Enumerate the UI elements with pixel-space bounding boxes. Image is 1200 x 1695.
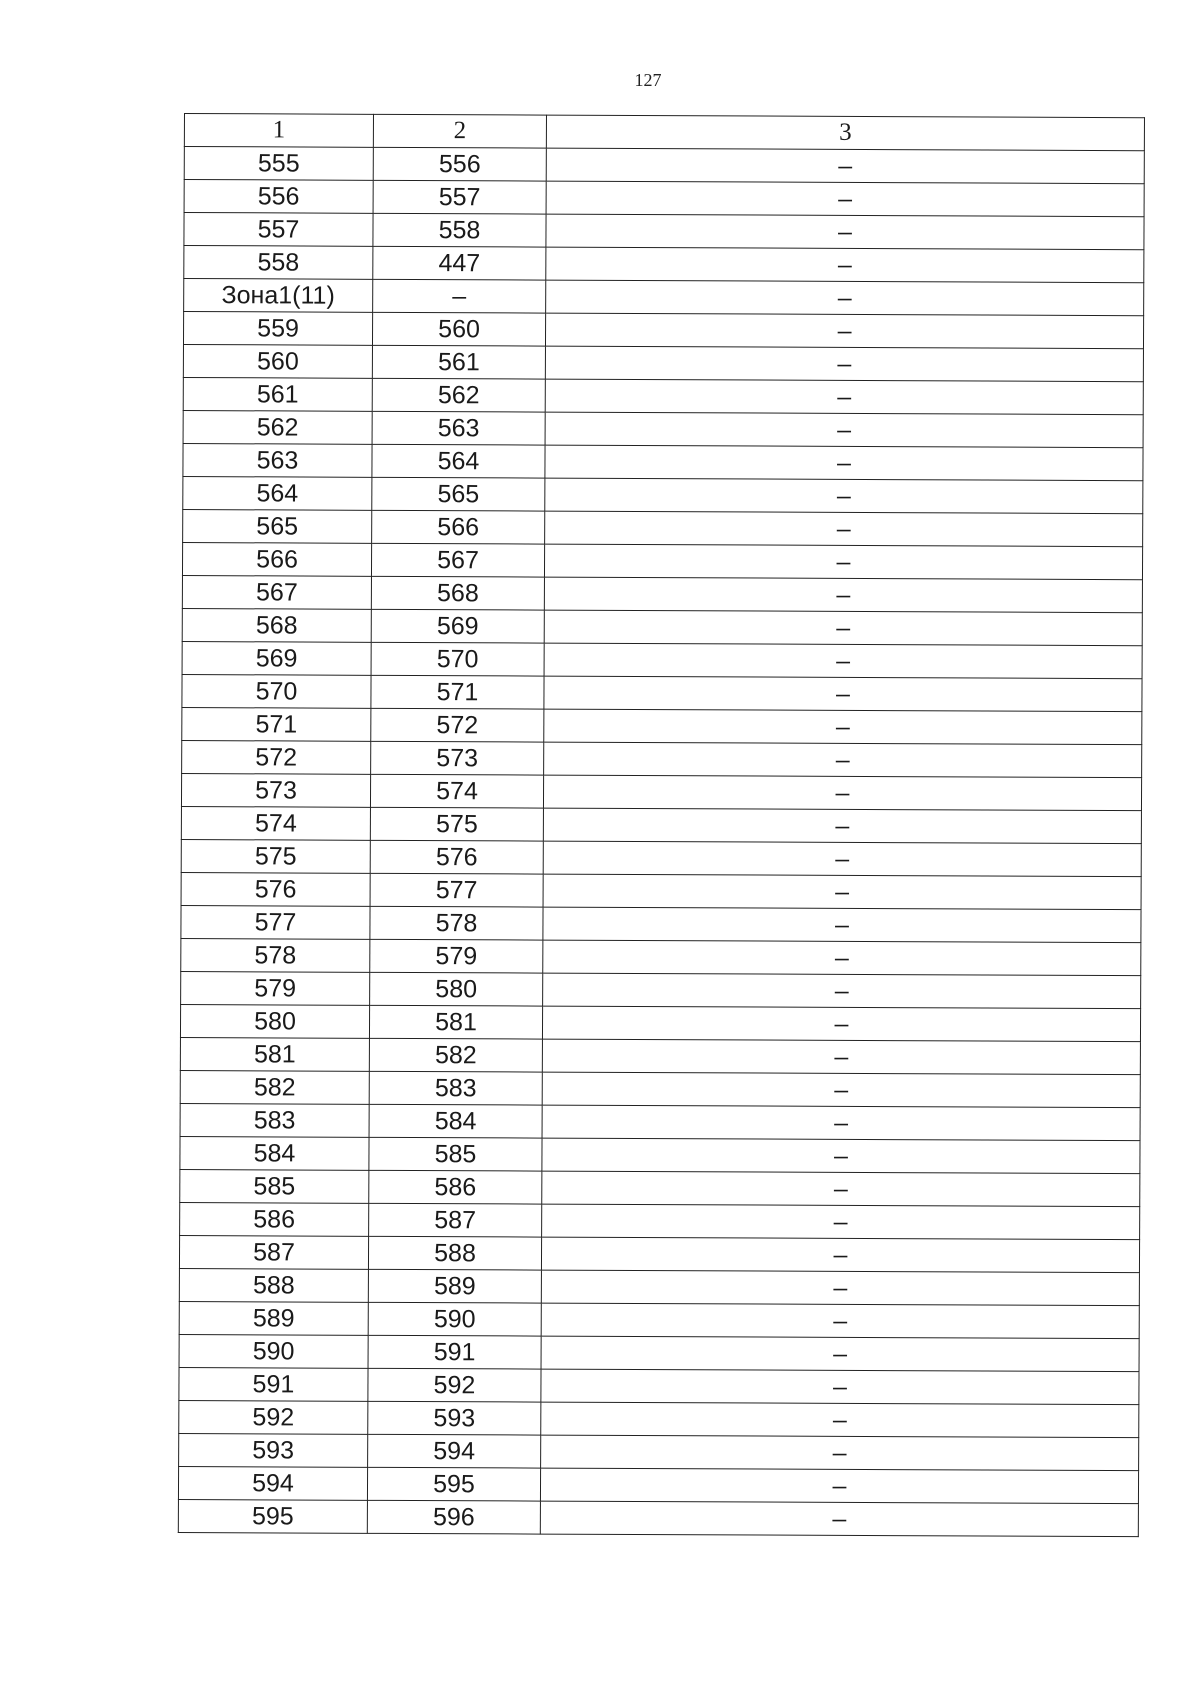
table-cell-col3: –: [545, 412, 1143, 448]
table-row: [184, 180, 1144, 217]
table-cell-col3: –: [543, 841, 1141, 877]
table-row: [183, 377, 1143, 414]
table-cell-col1: 583: [180, 1103, 369, 1137]
table-cell-col3: –: [544, 544, 1142, 580]
table-cell-col3: –: [546, 280, 1144, 316]
table-cell-col1: 574: [181, 806, 370, 840]
table-cell-col3: –: [542, 1072, 1140, 1108]
table-cell-col3: –: [544, 577, 1142, 613]
header-cell-1: 1: [184, 114, 373, 148]
table-cell-col3: –: [541, 1303, 1139, 1339]
header-cell-2: 2: [373, 114, 546, 148]
table-cell-col3: –: [542, 1039, 1140, 1075]
table-cell-col1: 569: [182, 641, 371, 675]
table-row: [181, 773, 1141, 810]
table-row: [183, 344, 1143, 381]
table-cell-col3: –: [541, 1237, 1139, 1273]
table-cell-col3: –: [544, 643, 1142, 679]
table-cell-col1: 592: [179, 1400, 368, 1434]
table-row: [182, 707, 1142, 744]
table-cell-col3: –: [545, 313, 1143, 349]
table-cell-col3: –: [540, 1468, 1138, 1504]
table-cell-col3: –: [543, 973, 1141, 1009]
table-row: [180, 1004, 1140, 1041]
table-cell-col2: 589: [368, 1269, 541, 1303]
table-row: [180, 1070, 1140, 1107]
table-row: [181, 872, 1141, 909]
table-cell-col1: 560: [183, 344, 372, 378]
table-cell-col3: –: [545, 478, 1143, 514]
table-cell-col3: –: [541, 1336, 1139, 1372]
table-row: [181, 806, 1141, 843]
table-header-row: [184, 114, 1144, 151]
table-cell-col2: 583: [369, 1071, 542, 1105]
table-cell-col2: 580: [370, 972, 543, 1006]
table-cell-col2: 557: [373, 180, 546, 214]
table-cell-col1: 585: [180, 1169, 369, 1203]
table-cell-col3: –: [543, 775, 1141, 811]
table-cell-col1: 586: [180, 1202, 369, 1236]
table-cell-col3: –: [544, 709, 1142, 745]
table-row: [181, 839, 1141, 876]
table-cell-col1: 584: [180, 1136, 369, 1170]
table-cell-col2: 577: [370, 873, 543, 907]
table-cell-col2: 594: [368, 1434, 541, 1468]
table-row: [182, 575, 1142, 612]
table-cell-col2: 572: [371, 708, 544, 742]
table-cell-col1: 591: [179, 1367, 368, 1401]
table-row: [183, 410, 1143, 447]
table-cell-col3: –: [543, 874, 1141, 910]
table-cell-col2: 581: [369, 1005, 542, 1039]
table-cell-col2: 579: [370, 939, 543, 973]
table-cell-col2: 588: [368, 1236, 541, 1270]
table-cell-col1: 580: [180, 1004, 369, 1038]
table-row: [178, 1499, 1138, 1536]
table-cell-col1: 558: [184, 246, 373, 280]
table-row: [182, 608, 1142, 645]
table-cell-col2: 586: [369, 1170, 542, 1204]
table-cell-col2: 571: [371, 675, 544, 709]
table-cell-col1: 577: [181, 905, 370, 939]
table-row: [179, 1400, 1139, 1437]
table-cell-col2: 562: [372, 378, 545, 412]
table-cell-col3: –: [545, 511, 1143, 547]
table-cell-col1: 557: [184, 213, 373, 247]
table-cell-col3: –: [545, 445, 1143, 481]
table-row: [179, 1334, 1139, 1371]
table-cell-col2: 593: [368, 1401, 541, 1435]
table-cell-col3: –: [543, 808, 1141, 844]
table-cell-col3: –: [542, 1138, 1140, 1174]
table-cell-col1: 559: [183, 312, 372, 346]
table-cell-col3: –: [540, 1501, 1138, 1537]
table-cell-col2: 569: [371, 609, 544, 643]
table-cell-col2: 561: [372, 345, 545, 379]
table-cell-col3: –: [541, 1402, 1139, 1438]
table-row: [179, 1235, 1139, 1272]
table-cell-col1: 561: [183, 377, 372, 411]
table-cell-col1: 595: [178, 1499, 367, 1533]
table-row: [181, 905, 1141, 942]
table-cell-col2: –: [373, 279, 546, 313]
table-cell-col1: 578: [181, 938, 370, 972]
table-cell-col1: 593: [179, 1433, 368, 1467]
table-row: [183, 312, 1143, 349]
header-cell-3: 3: [546, 115, 1144, 151]
table-row: [180, 1037, 1140, 1074]
table-cell-col1: 563: [183, 443, 372, 477]
table-cell-col1: 594: [178, 1466, 367, 1500]
table-row: [184, 279, 1144, 316]
table-row: [183, 476, 1143, 513]
table-cell-col2: 573: [371, 741, 544, 775]
table-cell-col2: 447: [373, 246, 546, 280]
table-cell-col3: –: [541, 1270, 1139, 1306]
table-row: [178, 1466, 1138, 1503]
table-cell-col3: –: [546, 214, 1144, 250]
table-cell-col2: 568: [371, 576, 544, 610]
table-row: [184, 147, 1144, 184]
page-number: 127: [634, 70, 662, 90]
table-body: [178, 114, 1144, 1537]
table-cell-col2: 585: [369, 1137, 542, 1171]
table-cell-col1: 573: [181, 773, 370, 807]
table-cell-col1: 555: [184, 147, 373, 181]
table-cell-col3: –: [546, 181, 1144, 217]
table-cell-col2: 556: [373, 147, 546, 181]
table-cell-col3: –: [544, 610, 1142, 646]
table-cell-col3: –: [542, 1006, 1140, 1042]
table-cell-col2: 591: [368, 1335, 541, 1369]
table-cell-col1: 566: [182, 542, 371, 576]
table-row: [180, 1136, 1140, 1173]
table-row: [182, 674, 1142, 711]
table-cell-col1: 588: [179, 1268, 368, 1302]
table-cell-col1: 570: [182, 674, 371, 708]
table-cell-col3: –: [543, 907, 1141, 943]
table-cell-col2: 587: [369, 1203, 542, 1237]
table-cell-col1: 579: [181, 971, 370, 1005]
table-cell-col3: –: [545, 346, 1143, 382]
table-cell-col2: 558: [373, 213, 546, 247]
table-cell-col2: 570: [371, 642, 544, 676]
table-cell-col2: 592: [368, 1368, 541, 1402]
table-cell-col1: 572: [182, 740, 371, 774]
table-cell-col1: 568: [182, 608, 371, 642]
table-cell-col1: 582: [180, 1070, 369, 1104]
table-row: [182, 641, 1142, 678]
table-cell-col2: 576: [370, 840, 543, 874]
table-cell-col2: 565: [372, 477, 545, 511]
table-cell-col3: –: [542, 1171, 1140, 1207]
table-cell-col1: 564: [183, 476, 372, 510]
table-row: [179, 1433, 1139, 1470]
table-cell-col2: 560: [372, 312, 545, 346]
table-cell-col2: 584: [369, 1104, 542, 1138]
table-cell-col2: 563: [372, 411, 545, 445]
table-cell-col2: 567: [371, 543, 544, 577]
table-row: [180, 1202, 1140, 1239]
table-cell-col2: 566: [372, 510, 545, 544]
table-row: [179, 1301, 1139, 1338]
table-cell-col3: –: [546, 148, 1144, 184]
table-cell-col1: 587: [179, 1235, 368, 1269]
table-cell-col1: 567: [182, 575, 371, 609]
table-row: [179, 1367, 1139, 1404]
table-cell-col3: –: [542, 1105, 1140, 1141]
table-cell-col3: –: [541, 1435, 1139, 1471]
table-row: [184, 246, 1144, 283]
table-cell-col3: –: [542, 1204, 1140, 1240]
table-cell-col1: 575: [181, 839, 370, 873]
table-cell-col1: 581: [180, 1037, 369, 1071]
table-row: [182, 740, 1142, 777]
table-cell-col1: 576: [181, 872, 370, 906]
table-cell-col1: 556: [184, 180, 373, 214]
table-cell-col2: 595: [367, 1467, 540, 1501]
table-row: [180, 1169, 1140, 1206]
table-row: [180, 1103, 1140, 1140]
table-cell-col3: –: [544, 676, 1142, 712]
table-cell-col1: 590: [179, 1334, 368, 1368]
table-row: [179, 1268, 1139, 1305]
table-cell-col1: 565: [183, 509, 372, 543]
table-cell-col3: –: [544, 742, 1142, 778]
table-cell-col2: 564: [372, 444, 545, 478]
table-cell-col3: –: [543, 940, 1141, 976]
table-cell-col3: –: [545, 379, 1143, 415]
table-row: [181, 938, 1141, 975]
data-table: [178, 113, 1145, 1537]
table-cell-col1: 589: [179, 1301, 368, 1335]
table-cell-col2: 574: [370, 774, 543, 808]
table-cell-col2: 590: [368, 1302, 541, 1336]
table-row: [184, 213, 1144, 250]
table-cell-col1: Зона1(11): [184, 279, 373, 313]
table-cell-col3: –: [541, 1369, 1139, 1405]
table-row: [183, 443, 1143, 480]
table-cell-col2: 578: [370, 906, 543, 940]
table-cell-col1: 562: [183, 410, 372, 444]
table-row: [183, 509, 1143, 546]
table-row: [181, 971, 1141, 1008]
table-cell-col2: 596: [367, 1500, 540, 1534]
table-cell-col1: 571: [182, 707, 371, 741]
table-cell-col2: 575: [370, 807, 543, 841]
table-cell-col3: –: [546, 247, 1144, 283]
table-cell-col2: 582: [369, 1038, 542, 1072]
table-row: [182, 542, 1142, 579]
